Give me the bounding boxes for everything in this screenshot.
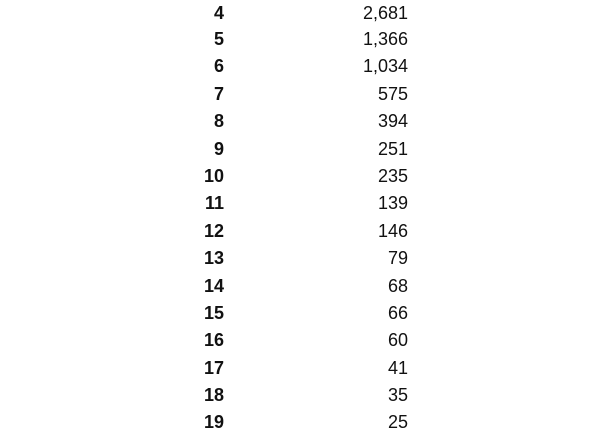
row-key: 11 bbox=[204, 193, 224, 214]
row-key: 8 bbox=[213, 111, 224, 132]
row-key: 16 bbox=[203, 330, 224, 351]
table-row bbox=[0, 0, 600, 26]
row-key: 17 bbox=[203, 357, 224, 378]
row-value: 68 bbox=[387, 275, 408, 296]
row-key: 19 bbox=[203, 412, 224, 433]
row-value: 35 bbox=[387, 385, 408, 406]
row-value: 41 bbox=[387, 357, 408, 378]
row-key: 4 bbox=[213, 3, 224, 23]
row-value: 79 bbox=[387, 248, 408, 269]
table-row bbox=[0, 327, 600, 354]
row-value: 66 bbox=[387, 302, 408, 323]
table-row bbox=[0, 382, 600, 409]
table-row bbox=[0, 190, 600, 217]
row-value: 139 bbox=[377, 193, 408, 214]
row-value: 235 bbox=[377, 165, 408, 186]
table-row bbox=[0, 300, 600, 327]
row-value: 60 bbox=[387, 330, 408, 351]
table-row bbox=[0, 409, 600, 436]
table-row bbox=[0, 218, 600, 245]
table-row bbox=[0, 355, 600, 382]
table-row bbox=[0, 26, 600, 53]
row-key: 10 bbox=[203, 165, 224, 186]
row-value: 251 bbox=[377, 138, 408, 159]
table-row bbox=[0, 53, 600, 80]
row-value: 1,366 bbox=[362, 29, 408, 49]
row-key: 14 bbox=[203, 275, 224, 296]
table-row bbox=[0, 108, 600, 135]
row-key: 13 bbox=[203, 248, 224, 269]
row-key: 9 bbox=[213, 138, 224, 159]
table-row bbox=[0, 136, 600, 163]
table-row bbox=[0, 245, 600, 272]
row-key: 5 bbox=[213, 29, 224, 49]
row-key: 6 bbox=[213, 56, 224, 77]
row-value: 575 bbox=[377, 83, 408, 104]
row-key: 15 bbox=[203, 302, 224, 323]
table-row bbox=[0, 273, 600, 300]
row-key: 7 bbox=[213, 83, 224, 104]
row-key: 12 bbox=[203, 220, 224, 241]
row-value: 146 bbox=[377, 220, 408, 241]
row-value: 1,034 bbox=[362, 56, 408, 77]
row-value: 25 bbox=[387, 412, 408, 433]
row-value: 394 bbox=[377, 111, 408, 132]
row-key: 18 bbox=[203, 385, 224, 406]
table-row bbox=[0, 163, 600, 190]
row-value: 2,681 bbox=[362, 3, 408, 23]
table-row bbox=[0, 81, 600, 108]
